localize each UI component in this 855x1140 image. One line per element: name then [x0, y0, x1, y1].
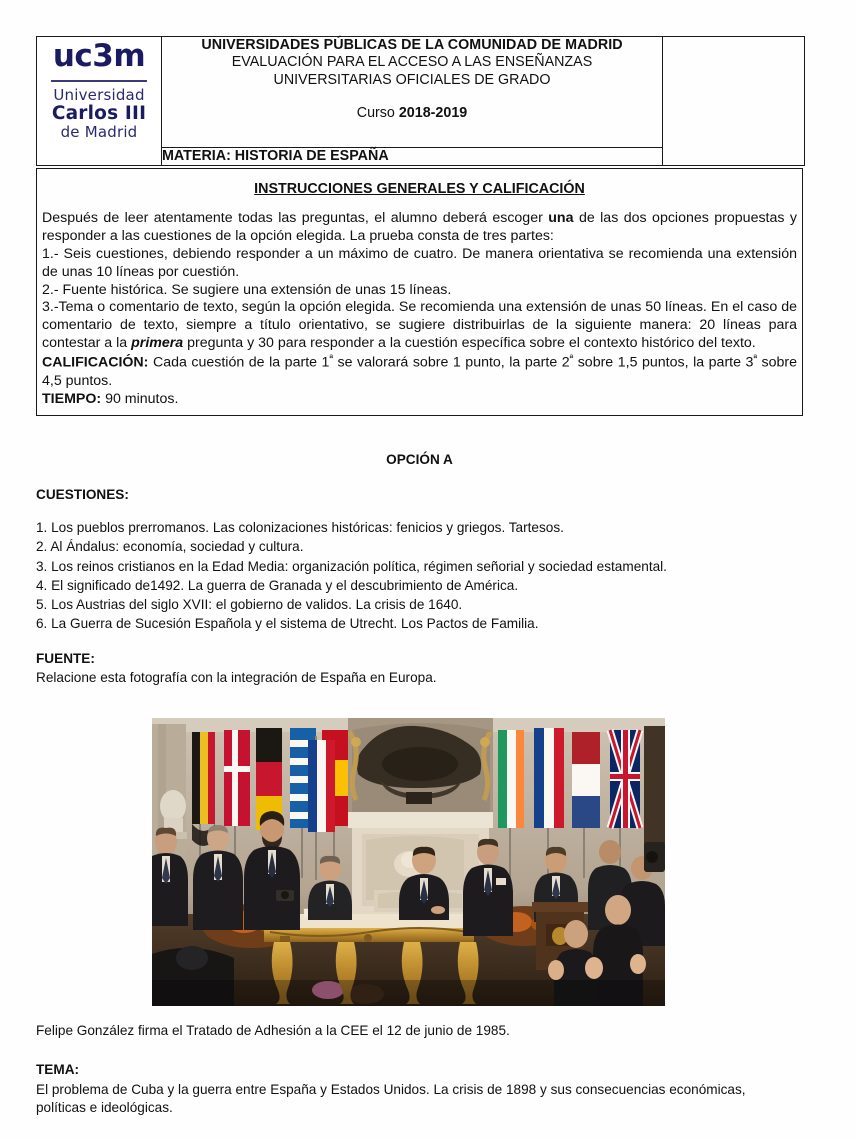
option-a-heading: OPCIÓN A — [386, 452, 453, 467]
tiempo-label: TIEMPO: — [42, 390, 102, 407]
calificacion-part-3: sobre 1,5 puntos, la parte 3 — [573, 354, 754, 371]
photo-caption: Felipe González firma el Tratado de Adhesión a la CEE el 12 de junio de 1985. — [36, 1023, 510, 1038]
curso-line — [162, 105, 662, 121]
intro-emphasis-una: una — [548, 210, 574, 226]
list-item: 3. Los reinos cristianos en la Edad Media: organización política, régimen señorial y sociedad estamental. — [36, 558, 667, 574]
signing-ceremony-photo — [152, 718, 665, 1006]
list-item: 5. Los Austrias del siglo XVII: el gobierno de validos. La crisis de 1640. — [36, 597, 463, 613]
logo-divider-rule — [51, 80, 147, 83]
title-line-2: EVALUACIÓN PARA EL ACCESO A LAS ENSEÑANZAS — [231, 54, 593, 71]
instructions-item-1: 1.- Seis cuestiones, debiendo responder a un máximo de cuatro. De manera orientativa se recomienda una extensión de unas 10 líneas por cuestión. — [42, 245, 797, 280]
logo-line-de-madrid: de Madrid — [60, 123, 138, 142]
tiempo-value: 90 minutos. — [101, 390, 179, 407]
instructions-calificacion — [42, 353, 797, 391]
exam-title-cell — [162, 37, 663, 148]
intro-text-a: Después de leer atentamente todas las preguntas, el alumno deberá escoger — [42, 210, 549, 226]
ordinal-3: ª — [753, 353, 757, 365]
title-line-1: UNIVERSIDADES PÚBLICAS DE LA COMUNIDAD DE MADRID — [201, 37, 623, 53]
instructions-intro — [42, 210, 797, 246]
header-blank-cell — [663, 37, 805, 166]
calificacion-part-1: Cada cuestión de la parte 1 — [148, 354, 330, 371]
ordinal-2: ª — [569, 353, 574, 365]
photo-illustration — [152, 718, 665, 1006]
header-table — [36, 36, 805, 166]
tema-heading: TEMA: — [36, 1062, 80, 1077]
logo-line-carlos-iii: Carlos III — [51, 102, 147, 124]
item3-emphasis-primera: primera — [131, 335, 184, 352]
item3-text-a: 3.-Tema o comentario de texto, según la opción elegida. Se recomienda una extensión de unas 50 líneas. En el caso de comentario de texto, siempre a título orientativo, se sugiere distribuirlas de la siguiente manera: 20 líneas para contestar a la — [42, 299, 797, 352]
calificacion-part-4: sobre 4,5 puntos. — [42, 354, 797, 389]
instructions-item-3 — [42, 299, 797, 353]
list-item: 4. El significado de1492. La guerra de Granada y el descubrimiento de América. — [36, 577, 519, 593]
instructions-item-2: 2.- Fuente histórica. Se sugiere una extensión de unas 15 líneas. — [42, 281, 452, 298]
cuestiones-heading: CUESTIONES: — [36, 487, 129, 502]
item3-text-b: pregunta y 30 para responder a la cuestión específica sobre el contexto histórico del texto. — [183, 335, 756, 352]
list-item: 1. Los pueblos prerromanos. Las colonizaciones históricas: fenicios y griegos. Tartesos. — [36, 520, 564, 535]
materia-cell: MATERIA: HISTORIA DE ESPAÑA — [162, 148, 663, 166]
curso-label: Curso — [356, 105, 399, 122]
cuestiones-list — [36, 518, 816, 634]
instructions-box — [36, 168, 803, 416]
calificacion-label: CALIFICACIÓN: — [42, 354, 149, 371]
logo-wordmark: uc3m — [52, 38, 146, 74]
intro-text-b: de las dos opciones propuestas y responder a las cuestiones de la opción elegida. La prueba consta de tres partes: — [42, 210, 798, 244]
list-item: 2. Al Ándalus: economía, sociedad y cultura. — [36, 539, 304, 555]
title-line-3: UNIVERSITARIAS OFICIALES DE GRADO — [273, 71, 551, 88]
fuente-instruction: Relacione esta fotografía con la integración de España en Europa. — [36, 670, 437, 685]
calificacion-part-2: se valorará sobre 1 punto, la parte 2 — [332, 354, 570, 371]
instructions-heading: INSTRUCCIONES GENERALES Y CALIFICACIÓN — [254, 181, 585, 197]
instructions-tiempo — [42, 391, 797, 409]
curso-value: 2018-2019 — [398, 105, 468, 122]
fuente-heading: FUENTE: — [36, 651, 95, 666]
tema-text: El problema de Cuba y la guerra entre España y Estados Unidos. La crisis de 1898 y sus consecuencias económicas, políticas e ideológicas. — [36, 1082, 746, 1116]
university-logo-cell — [37, 37, 162, 166]
logo-line-universidad: Universidad — [53, 86, 145, 105]
ordinal-1: ª — [329, 353, 333, 365]
list-item: 6. La Guerra de Sucesión Española y el sistema de Utrecht. Los Pactos de Familia. — [36, 616, 539, 632]
